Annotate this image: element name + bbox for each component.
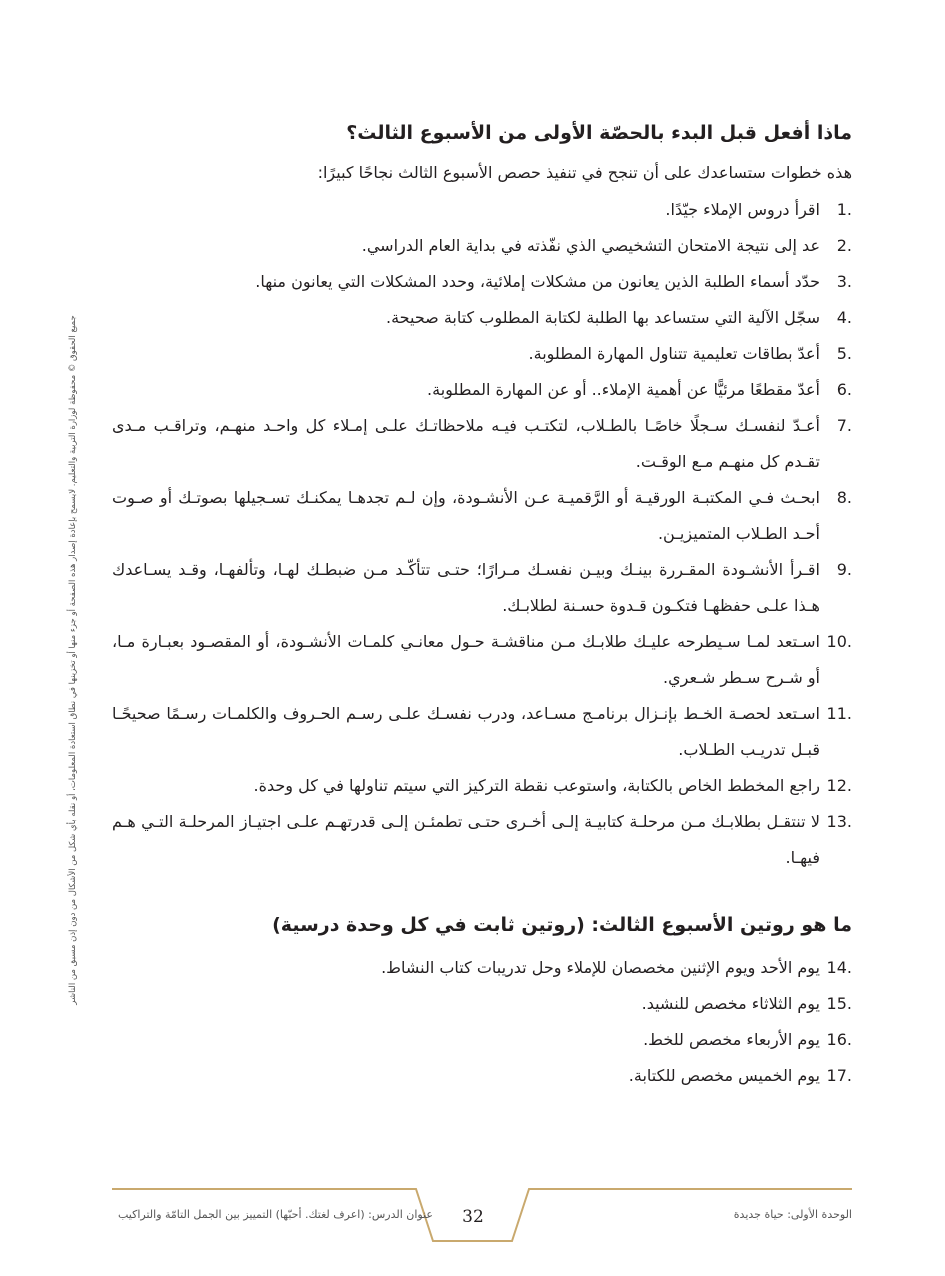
list-item-number: 3.	[836, 272, 852, 291]
list-item-number: 15.	[826, 994, 852, 1013]
list-item-number: 5.	[836, 344, 852, 363]
list-item-number: 7.	[836, 416, 852, 435]
list-item	[112, 1022, 852, 1058]
list-item-text: يوم الخميس مخصص للكتابة.	[628, 1066, 820, 1085]
list-item-number: 1.	[836, 200, 852, 219]
list-item-text: أعـدّ لنفسـك سـجلًا خاصًـا بالطـلاب، لتكتـب فيـه ملاحظاتـك علـى إمـلاء كل واحـد منهـم، وتراقـب مـدى تقـدم كل منهـم مـع الوقـت.	[112, 416, 820, 471]
list-item	[112, 768, 852, 804]
footer-unit-title: الوحدة الأولى: حياة جديدة	[733, 1208, 852, 1221]
list-item-text: اقرأ دروس الإملاء جيّدًا.	[665, 200, 820, 219]
list-item	[112, 408, 852, 480]
list-item	[112, 804, 852, 876]
copyright-side-note	[58, 305, 88, 1015]
list-item-text: أعدّ مقطعًا مرئيًّا عن أهمية الإملاء.. أو عن المهارة المطلوبة.	[427, 380, 820, 399]
section-intro: هذه خطوات ستساعدك على أن تنجح في تنفيذ حصص الأسبوع الثالث نجاحًا كبيرًا:	[317, 163, 852, 182]
list-item-number: 10.	[826, 632, 852, 651]
list-item-number: 17.	[826, 1066, 852, 1085]
list-item-number: 14.	[826, 958, 852, 977]
list-item	[112, 228, 852, 264]
list-item-number: 6.	[836, 380, 852, 399]
list-item-text: ابحـث فـي المكتبـة الورقيـة أو الرَّقميـة عـن الأنشـودة، وإن لـم تجدهـا يمكنـك تسـجيلها بصوتـك أو صـوت أحـد الطـلاب المتميزيـن.	[112, 488, 820, 543]
list-item-number: 2.	[836, 236, 852, 255]
preparation-steps-list	[112, 192, 852, 876]
list-item-number: 13.	[826, 812, 852, 831]
list-item	[112, 624, 852, 696]
list-item-text: سجّل الآلية التي ستساعد بها الطلبة لكتابة المطلوب كتابة صحيحة.	[386, 308, 820, 327]
list-item-number: 9.	[836, 560, 852, 579]
list-item-text: يوم الثلاثاء مخصص للنشيد.	[641, 994, 820, 1013]
list-item-text: حدّد أسماء الطلبة الذين يعانون من مشكلات إملائية، وحدد المشكلات التي يعانون منها.	[255, 272, 820, 291]
list-item-text: لا تنتقـل بطلابـك مـن مرحلـة كتابيـة إلـى أخـرى حتـى تطمئـن إلـى قدرتهـم علـى اجتيـاز المرحلـة التـي هـم فيهـا.	[112, 812, 820, 867]
section-title-preparation: ماذا أفعل قبل البدء بالحصّة الأولى من الأسبوع الثالث؟	[346, 122, 852, 144]
copyright-text: جميع الحقوق © محفوظة لوزارة التربية والتعليم. لايسمح بإعادة إصدار هذه الصفحة أو جزء منها أو تخزينها في نطاق استعادة المعلومات، أو نقله بأي شكل من الأشكال من دون إذن مسبق من الناشر	[68, 315, 78, 1005]
section-title-routine: ما هو روتين الأسبوع الثالث: (روتين ثابت في كل وحدة درسية)	[272, 914, 852, 936]
list-item-text: اقـرأ الأنشـودة المقـررة بينـك وبيـن نفسـك مـرارًا؛ حتـى تتأكّـد مـن ضبطـك لهـا، وتألفهـا، وقـد يسـاعدك هـذا علـى حفظهـا فتكـون قـدوة حسـنة لطلابـك.	[112, 560, 820, 615]
main-content	[112, 118, 852, 1094]
list-item	[112, 696, 852, 768]
list-item-text: يوم الأربعاء مخصص للخط.	[643, 1030, 820, 1049]
list-item-text: اسـتعد لمـا سـيطرحه عليـك طلابـك مـن مناقشـة حـول معانـي كلمـات الأنشـودة، أو المقصـود بعبـارة مـا، أو شـرح سـطر شـعري.	[112, 632, 820, 687]
list-item-number: 16.	[826, 1030, 852, 1049]
list-item-text: راجع المخطط الخاص بالكتابة، واستوعب نقطة التركيز التي سيتم تناولها في كل وحدة.	[253, 776, 820, 795]
list-item-text: عد إلى نتيجة الامتحان التشخيصي الذي نفّذته في بداية العام الدراسي.	[361, 236, 820, 255]
list-item-number: 11.	[826, 704, 852, 723]
list-item	[112, 264, 852, 300]
list-item	[112, 986, 852, 1022]
list-item	[112, 950, 852, 986]
list-item	[112, 336, 852, 372]
list-item	[112, 192, 852, 228]
list-item	[112, 372, 852, 408]
list-item-number: 8.	[836, 488, 852, 507]
list-item-number: 12.	[826, 776, 852, 795]
list-item-text: أعدّ بطاقات تعليمية تتناول المهارة المطلوبة.	[528, 344, 820, 363]
list-item	[112, 1058, 852, 1094]
list-item	[112, 480, 852, 552]
list-item-number: 4.	[836, 308, 852, 327]
routine-list	[112, 950, 852, 1094]
list-item	[112, 552, 852, 624]
list-item	[112, 300, 852, 336]
footer-lesson-title: عنوان الدرس: (اعرف لغتك. أحبّها) التمييز بين الجمل التامّة والتراكيب	[118, 1208, 433, 1221]
list-item-text: يوم الأحد ويوم الإثنين مخصصان للإملاء وحل تدريبات كتاب النشاط.	[381, 958, 820, 977]
list-item-text: اسـتعد لحصـة الخـط بإنـزال برنامـج مسـاعد، ودرب نفسـك علـى رسـم الحـروف والكلمـات رسـمًا صحيحًـا قبـل تدريـب الطـلاب.	[112, 704, 820, 759]
page-number: 32	[462, 1207, 484, 1227]
